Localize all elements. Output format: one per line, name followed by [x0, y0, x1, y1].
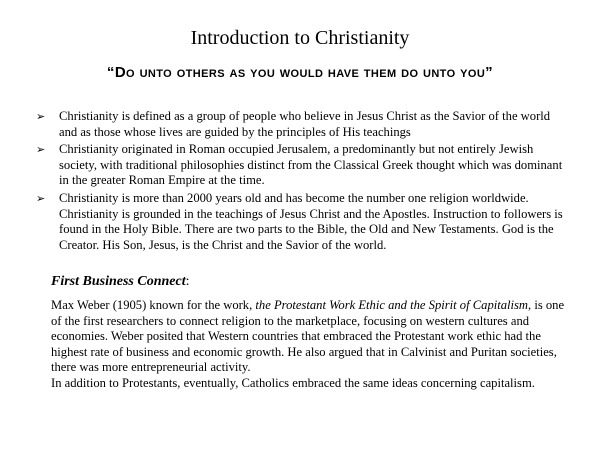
- section-heading-colon: :: [185, 274, 190, 289]
- bullet-text: Christianity is more than 2000 years old and has become the number one religion worldwide. Christianity is grounded in the teachings of Jesus Christ and the Apostles. Instruction to followers is found in the Holy Bible. There are two parts to the Bible, the Old and New Testaments. God is the Creator. His Son, Jesus, is the Christ and the Savior of the world.: [59, 190, 563, 252]
- section-body: [51, 298, 576, 392]
- section-paragraph: In addition to Protestants, eventually, Catholics embraced the same ideas concerning capitalism.: [51, 375, 535, 390]
- bullet-item: [36, 142, 571, 189]
- slide-quote: “Do unto others as you would have them do unto you”: [106, 64, 494, 81]
- bullet-item: [36, 109, 571, 140]
- section-heading: [51, 273, 190, 291]
- section-heading-text: First Business Connect: [51, 274, 186, 289]
- book-title: the Protestant Work Ethic and the Spirit of Capitalism: [255, 298, 529, 312]
- paragraph-text: , is one of the first researchers to connect religion to the marketplace, focusing on western cultures and economies. Weber posited that Western countries that embraced the Protestant work ethic had the highest rate of business and economic growth. He also argued that in Calvinist and Puritan societies, there was more entrepreneurial activity.: [51, 298, 565, 375]
- bullet-list: [36, 109, 571, 255]
- arrow-bullet-icon: ➢: [36, 143, 46, 157]
- bullet-text: Christianity originated in Roman occupied Jerusalem, a predominantly but not entirely Jewish society, with traditional philosophies distinct from the Classical Greek thought which was dominant in the greater Roman Empire at the time.: [59, 142, 563, 188]
- bullet-text: Christianity is defined as a group of people who believe in Jesus Christ as the Savior of the world and as those whose lives are guided by the principles of His teachings: [59, 109, 551, 139]
- arrow-bullet-icon: ➢: [36, 110, 46, 123]
- paragraph-text: Max Weber (1905) known for the work,: [51, 298, 256, 312]
- slide-title: Introduction to Christianity: [190, 27, 410, 49]
- bullet-item: [36, 191, 571, 253]
- arrow-bullet-icon: ➢: [36, 191, 46, 205]
- section-paragraph: [51, 298, 576, 376]
